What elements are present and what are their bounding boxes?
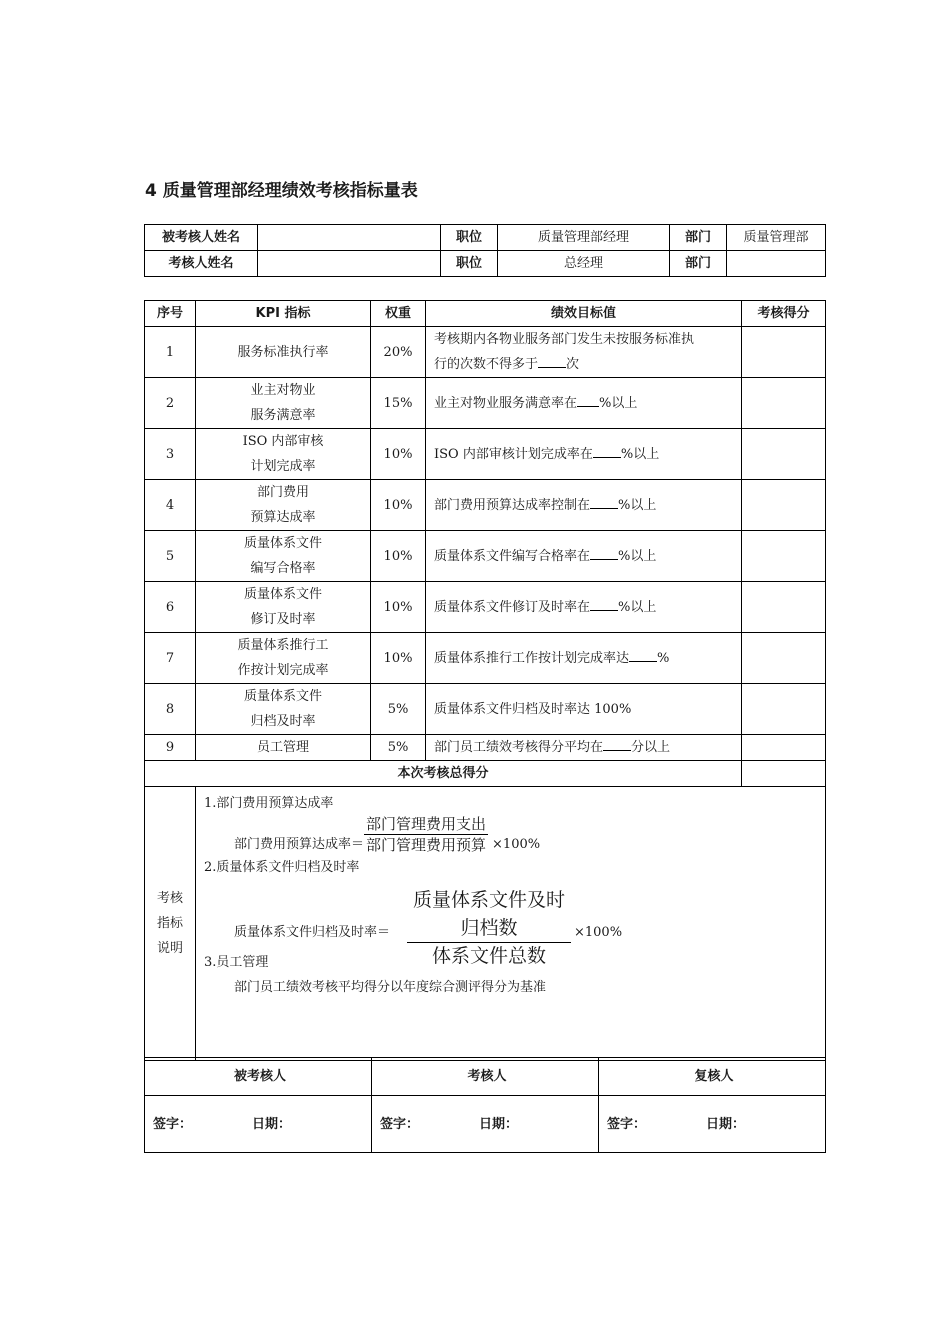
fill-blank[interactable] (603, 737, 631, 751)
row-no: 9 (145, 735, 196, 761)
header-weight: 权重 (371, 301, 426, 327)
note-2-formula: 质量体系文件归档及时率＝ 质量体系文件及时归档数 体系文件总数 ×100% (204, 880, 817, 950)
row-target: 部门员工绩效考核得分平均在 分以上 (426, 735, 742, 761)
note-1-formula: 部门费用预算达成率＝ $\frac{\text{部门管理费用支出}}{\text{部门管理费用预算}}$ ×100% (234, 815, 541, 854)
assessor-department-field[interactable] (727, 251, 826, 277)
row-no: 6 (145, 582, 196, 633)
row-score-field[interactable] (742, 480, 826, 531)
row-weight: 10% (371, 582, 426, 633)
row-weight: 10% (371, 480, 426, 531)
signature-field-row (145, 1096, 826, 1153)
row-kpi: ISO 内部审核 计划完成率 (196, 429, 371, 480)
fill-blank[interactable] (538, 354, 566, 368)
row-weight: 10% (371, 429, 426, 480)
total-score-label: 本次考核总得分 (145, 761, 742, 787)
note-2-title: 2.质量体系文件归档及时率 (204, 860, 360, 875)
fill-blank[interactable] (590, 597, 618, 611)
row-kpi: 质量体系文件 归档及时率 (196, 684, 371, 735)
table-row (145, 735, 826, 761)
row-weight: 10% (371, 531, 426, 582)
assessor-name-field[interactable] (258, 251, 441, 277)
row-no: 5 (145, 531, 196, 582)
total-row (145, 761, 826, 787)
role-assessor: 考核人 (372, 1058, 599, 1096)
row-score-field[interactable] (742, 735, 826, 761)
fraction-2: 质量体系文件及时归档数 体系文件总数 (407, 886, 571, 969)
table-row (145, 480, 826, 531)
assessee-signature-field[interactable]: 签字： 日期： (145, 1096, 372, 1153)
row-no: 3 (145, 429, 196, 480)
row-weight: 5% (371, 735, 426, 761)
row-target: 质量体系文件修订及时率在 %以上 (426, 582, 742, 633)
signature-table (144, 1057, 826, 1153)
fill-blank[interactable] (629, 648, 657, 662)
row-weight: 15% (371, 378, 426, 429)
row-score-field[interactable] (742, 378, 826, 429)
notes-side-label: 考核 指标 说明 (145, 787, 196, 1061)
row-target: 质量体系推行工作按计划完成率达 % (426, 633, 742, 684)
row-no: 4 (145, 480, 196, 531)
assessee-name-label: 被考核人姓名 (145, 225, 258, 251)
fill-blank[interactable] (590, 546, 618, 560)
row-no: 1 (145, 327, 196, 378)
row-score-field[interactable] (742, 684, 826, 735)
row-target: 考核期内各物业服务部门发生未按服务标准执 行的次数不得多于 次 (426, 327, 742, 378)
assessee-department-value: 质量管理部 (727, 225, 826, 251)
assessee-name-field[interactable] (258, 225, 441, 251)
header-score: 考核得分 (742, 301, 826, 327)
role-assessee: 被考核人 (145, 1058, 372, 1096)
reviewer-signature-field[interactable]: 签字： 日期： (599, 1096, 826, 1153)
position-label: 职位 (441, 251, 498, 277)
info-row-assessee (145, 225, 826, 251)
assessor-position-value: 总经理 (498, 251, 670, 277)
total-score-field[interactable] (742, 761, 826, 787)
row-score-field[interactable] (742, 633, 826, 684)
table-row (145, 684, 826, 735)
table-row (145, 378, 826, 429)
row-target: 质量体系文件归档及时率达 100% (426, 684, 742, 735)
assessee-position-value: 质量管理部经理 (498, 225, 670, 251)
fill-blank[interactable] (577, 393, 599, 407)
header-no: 序号 (145, 301, 196, 327)
row-score-field[interactable] (742, 327, 826, 378)
row-target: 部门费用预算达成率控制在 %以上 (426, 480, 742, 531)
note-3-text: 部门员工绩效考核平均得分以年度综合测评得分为基准 (234, 980, 547, 995)
page-title: 4 质量管理部经理绩效考核指标量表 (145, 181, 418, 201)
row-target: 质量体系文件编写合格率在 %以上 (426, 531, 742, 582)
assessor-name-label: 考核人姓名 (145, 251, 258, 277)
fill-blank[interactable] (593, 444, 621, 458)
kpi-header-row (145, 301, 826, 327)
table-row (145, 531, 826, 582)
assessor-signature-field[interactable]: 签字： 日期： (372, 1096, 599, 1153)
row-score-field[interactable] (742, 429, 826, 480)
notes-row (145, 787, 826, 1061)
table-row (145, 582, 826, 633)
row-kpi: 员工管理 (196, 735, 371, 761)
kpi-table (144, 300, 826, 1061)
row-score-field[interactable] (742, 582, 826, 633)
row-weight: 5% (371, 684, 426, 735)
table-row (145, 633, 826, 684)
signature-role-row (145, 1058, 826, 1096)
row-kpi: 质量体系文件 修订及时率 (196, 582, 371, 633)
row-no: 7 (145, 633, 196, 684)
role-reviewer: 复核人 (599, 1058, 826, 1096)
row-target: ISO 内部审核计划完成率在 %以上 (426, 429, 742, 480)
header-target: 绩效目标值 (426, 301, 742, 327)
row-kpi: 服务标准执行率 (196, 327, 371, 378)
info-table (144, 224, 826, 277)
row-no: 8 (145, 684, 196, 735)
row-kpi: 业主对物业 服务满意率 (196, 378, 371, 429)
department-label: 部门 (670, 251, 727, 277)
row-weight: 20% (371, 327, 426, 378)
row-kpi: 质量体系文件 编写合格率 (196, 531, 371, 582)
notes-content (196, 787, 826, 1061)
note-3-title: 3.员工管理 (204, 955, 269, 970)
note-1-title: 1.部门费用预算达成率 (204, 796, 334, 811)
fill-blank[interactable] (590, 495, 618, 509)
table-row (145, 327, 826, 378)
header-kpi: KPI 指标 (196, 301, 371, 327)
fraction-1: $\frac{\text{部门管理费用支出}}{\text{部门管理费用预算}}$ (366, 815, 487, 854)
info-row-assessor (145, 251, 826, 277)
position-label: 职位 (441, 225, 498, 251)
row-kpi: 质量体系推行工 作按计划完成率 (196, 633, 371, 684)
row-target: 业主对物业服务满意率在 %以上 (426, 378, 742, 429)
table-row (145, 429, 826, 480)
department-label: 部门 (670, 225, 727, 251)
row-no: 2 (145, 378, 196, 429)
row-weight: 10% (371, 633, 426, 684)
row-score-field[interactable] (742, 531, 826, 582)
row-kpi: 部门费用 预算达成率 (196, 480, 371, 531)
